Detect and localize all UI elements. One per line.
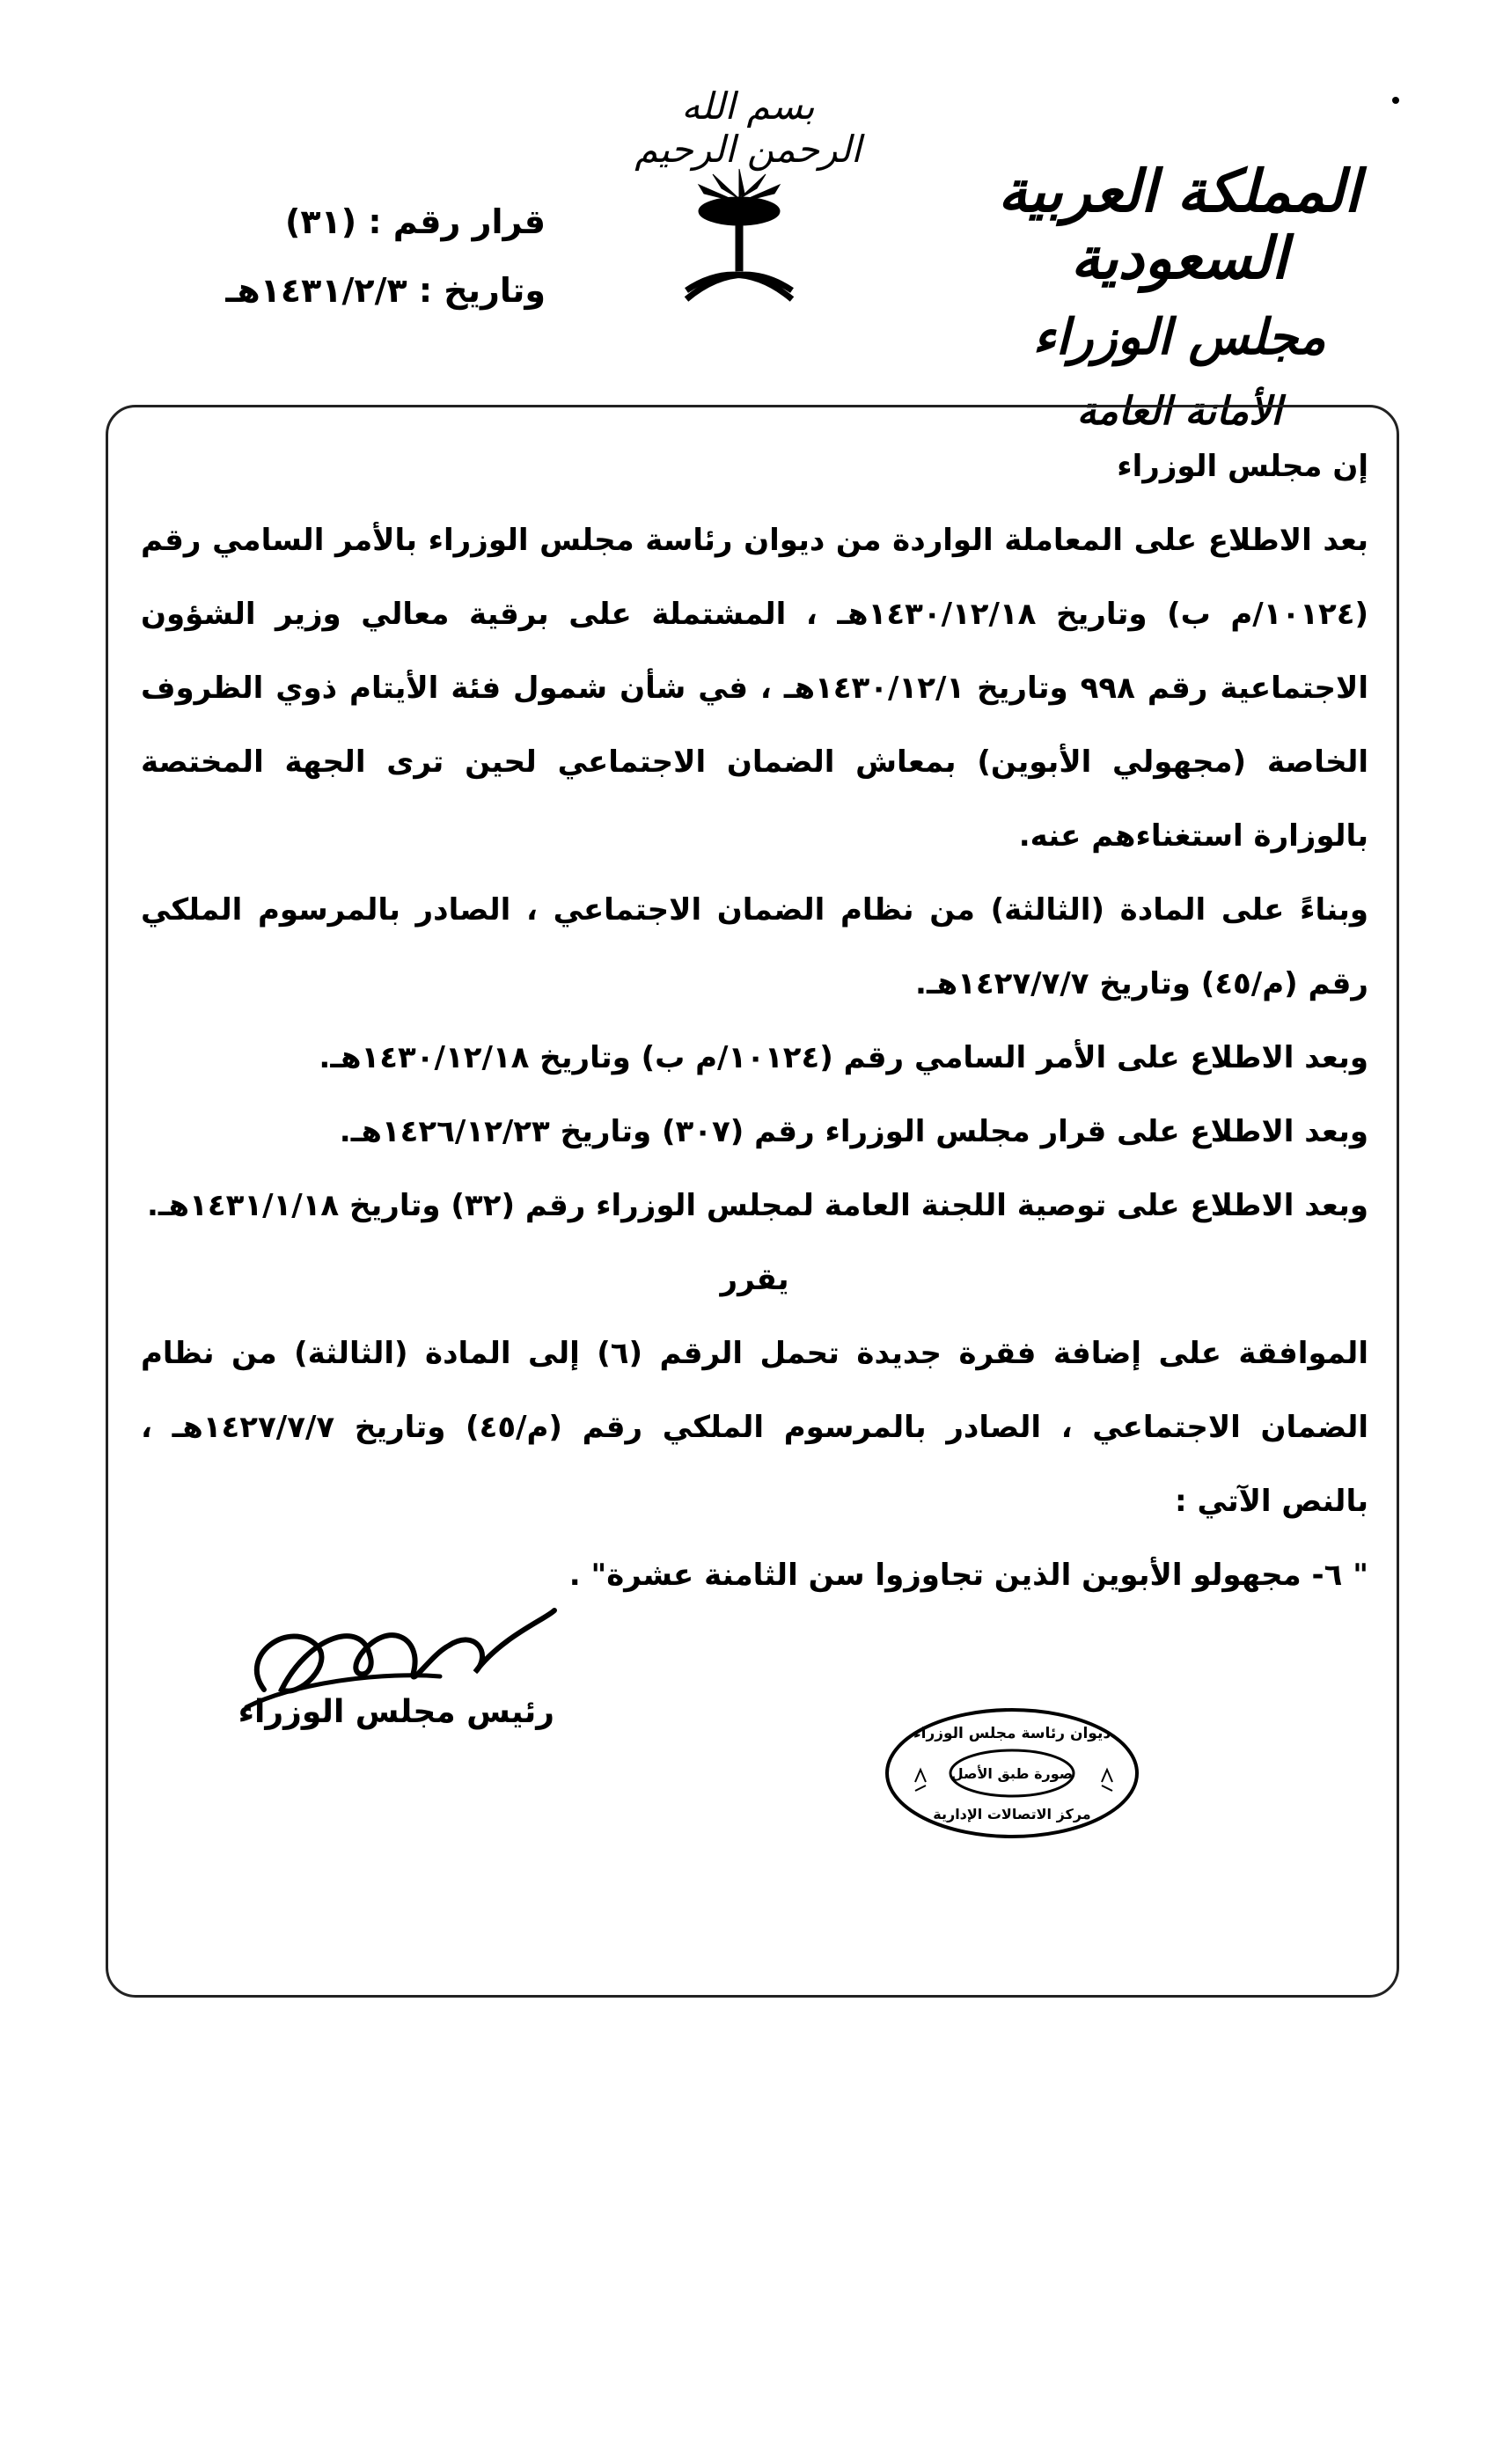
letterhead (959, 158, 1399, 434)
paragraph-5: وبعد الاطلاع على توصية اللجنة العامة لمجلس الوزراء رقم (٣٢) وتاريخ ١٤٣١/١/١٨هـ. (146, 1188, 1368, 1223)
signature-label: رئيس مجلس الوزراء (238, 1694, 554, 1730)
basmala-heading: بسم الله الرحمن الرحيم (634, 84, 862, 171)
decision-info (167, 202, 546, 340)
stamp-bottom-text: مركز الاتصالات الإدارية (933, 1806, 1091, 1822)
clause-text: " ٦- مجهولو الأبوين الذين تجاوزوا سن الثامنة عشرة" . (568, 1558, 1368, 1593)
opening-line: إن مجلس الوزراء (1117, 449, 1368, 484)
council-name: مجلس الوزراء (1032, 307, 1326, 366)
paragraph-1: بعد الاطلاع على المعاملة الواردة من ديوان رئاسة مجلس الوزراء بالأمر السامي رقم (١٠١٢٤/م ب) وتاريخ ١٤٣٠/١٢/١٨هـ ، المشتملة على برقية معالي وزير الشؤون الاجتماعية رقم ٩٩٨ وتاريخ ١٤٣٠/١٢/١هـ ، في شأن شمول فئة الأيتام ذوي الظروف الخاصة (مجهولي الأبوين) بمعاش الضمان الاجتماعي لحين ترى الجهة المختصة بالوزارة استغناءهم عنه. (141, 523, 1368, 854)
paragraph-2: وبناءً على المادة (الثالثة) من نظام الضمان الاجتماعي ، الصادر بالمرسوم الملكي رقم (م/٤٥) وتاريخ ١٤٢٧/٧/٧هـ. (141, 892, 1368, 1001)
speck-mark (1392, 97, 1399, 104)
handwritten-signature (211, 1584, 598, 1760)
official-stamp (880, 1703, 1144, 1844)
decision-date: وتاريخ : ١٤٣١/٢/٣هـ (225, 271, 546, 310)
decision-body (141, 429, 1368, 1612)
stamp-center-text: صورة طبق الأصل (950, 1765, 1074, 1782)
decision-text: الموافقة على إضافة فقرة جديدة تحمل الرقم (٦) إلى المادة (الثالثة) من نظام الضمان الاجتماعي ، الصادر بالمرسوم الملكي رقم (م/٤٥) وتاريخ ١٤٢٧/٧/٧هـ ، بالنص الآتي : (141, 1336, 1368, 1519)
decides-heading: يقرر (720, 1262, 789, 1297)
paragraph-3: وبعد الاطلاع على الأمر السامي رقم (١٠١٢٤/م ب) وتاريخ ١٤٣٠/١٢/١٨هـ. (319, 1040, 1368, 1075)
secretariat-name: الأمانة العامة (1076, 388, 1282, 434)
decision-number: قرار رقم : (٣١) (285, 202, 546, 241)
paragraph-4: وبعد الاطلاع على قرار مجلس الوزراء رقم (٣٠٧) وتاريخ ١٤٢٦/١٢/٢٣هـ. (339, 1114, 1368, 1149)
palm-swords-emblem-icon (678, 167, 801, 317)
stamp-top-text: ديوان رئاسة مجلس الوزراء (913, 1725, 1111, 1742)
kingdom-name: المملكة العربية السعودية (998, 157, 1360, 292)
